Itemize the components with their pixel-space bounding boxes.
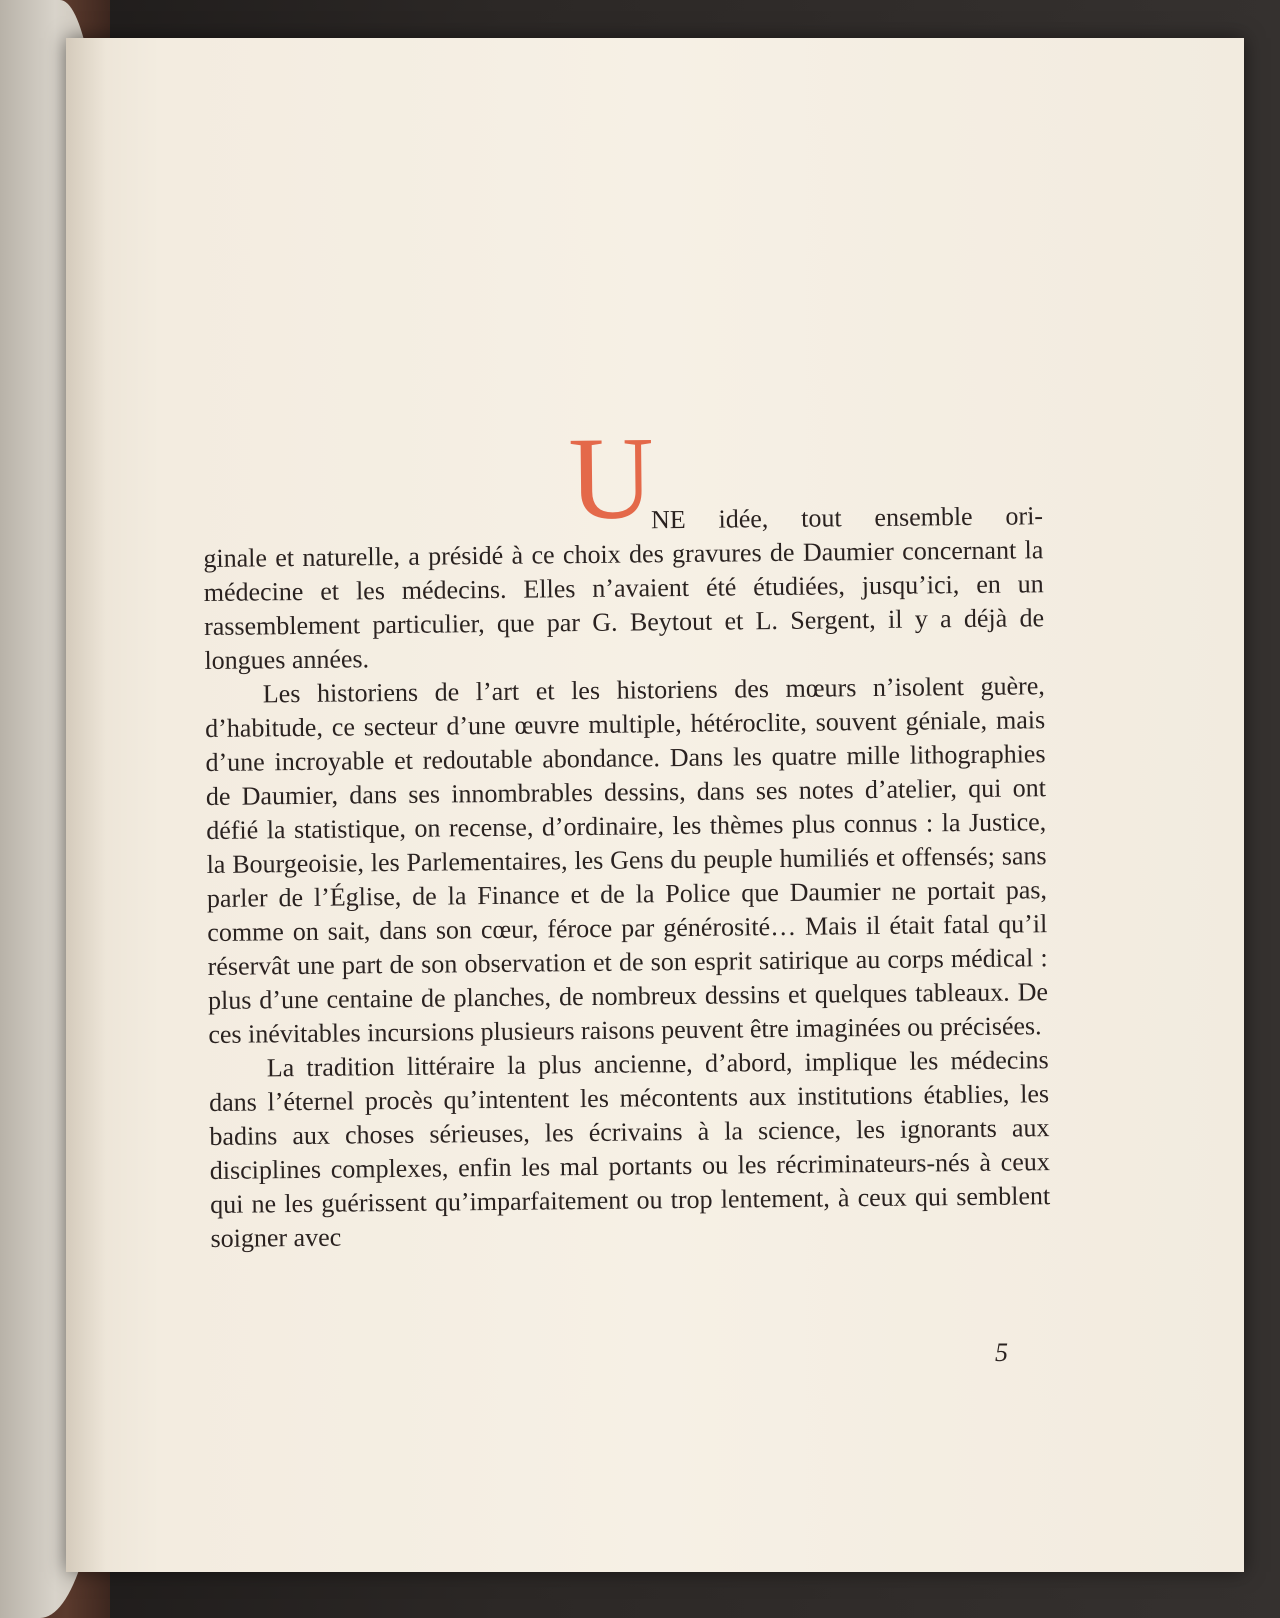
paragraph-3: La tradition littéraire la plus ancienne, d’abord, implique les médecins dans l’éternel procès qu’intentent les mécontents aux institutions établies, les badins aux choses sérieuses, les écrivains à la science, les ignorants aux disciplines complexes, enfin les mal portants ou les récriminateurs-nés à ceux qui ne les guérissent qu’imparfaitement ou trop lentement, à ceux qui semblent soigner avec <box>208 1045 1051 1253</box>
first-line-text: NE idée, tout ensemble ori- <box>650 501 1044 535</box>
opening-line <box>202 412 1044 545</box>
paragraph-1: ginale et naturelle, a présidé à ce choix des gravures de Daumier concernant la médecine et les médecins. Elles n’avaient été étudiées, jusqu’ici, en un rassemblement particulier, que par G. Beytout et L. Sergent, il y a déjà de longues années. <box>203 535 1045 675</box>
drop-cap: U <box>567 412 655 545</box>
page-text <box>202 412 1051 1256</box>
book-page <box>66 38 1244 1572</box>
paragraph-2: Les historiens de l’art et les historiens des mœurs n’isolent guère, d’habitude, ce secteur d’une œuvre multiple, hétéroclite, souvent géniale, mais d’une incroyable et redoutable abondance. Dans les quatre mille lithographies de Daumier, dans ses innombrables dessins, dans ses notes d’atelier, qui ont défié la statistique, on recense, d’ordinaire, les thèmes plus connus : la Justice, la Bourgeoisie, les Parlementaires, les Gens du peuple humiliés et offensés; sans parler de l’Église, de la Finance et de la Police que Daumier ne portait pas, comme on sait, dans son cœur, féroce par générosité… Mais il était fatal qu’il réservât une part de son observation et de son esprit satirique au corps médical : plus d’une centaine de planches, de nombreux dessins et quelques tableaux. De ces inévitables incursions plusieurs raisons peuvent être imaginées ou précisées. <box>205 671 1049 1049</box>
page-number: 5 <box>995 1338 1008 1367</box>
